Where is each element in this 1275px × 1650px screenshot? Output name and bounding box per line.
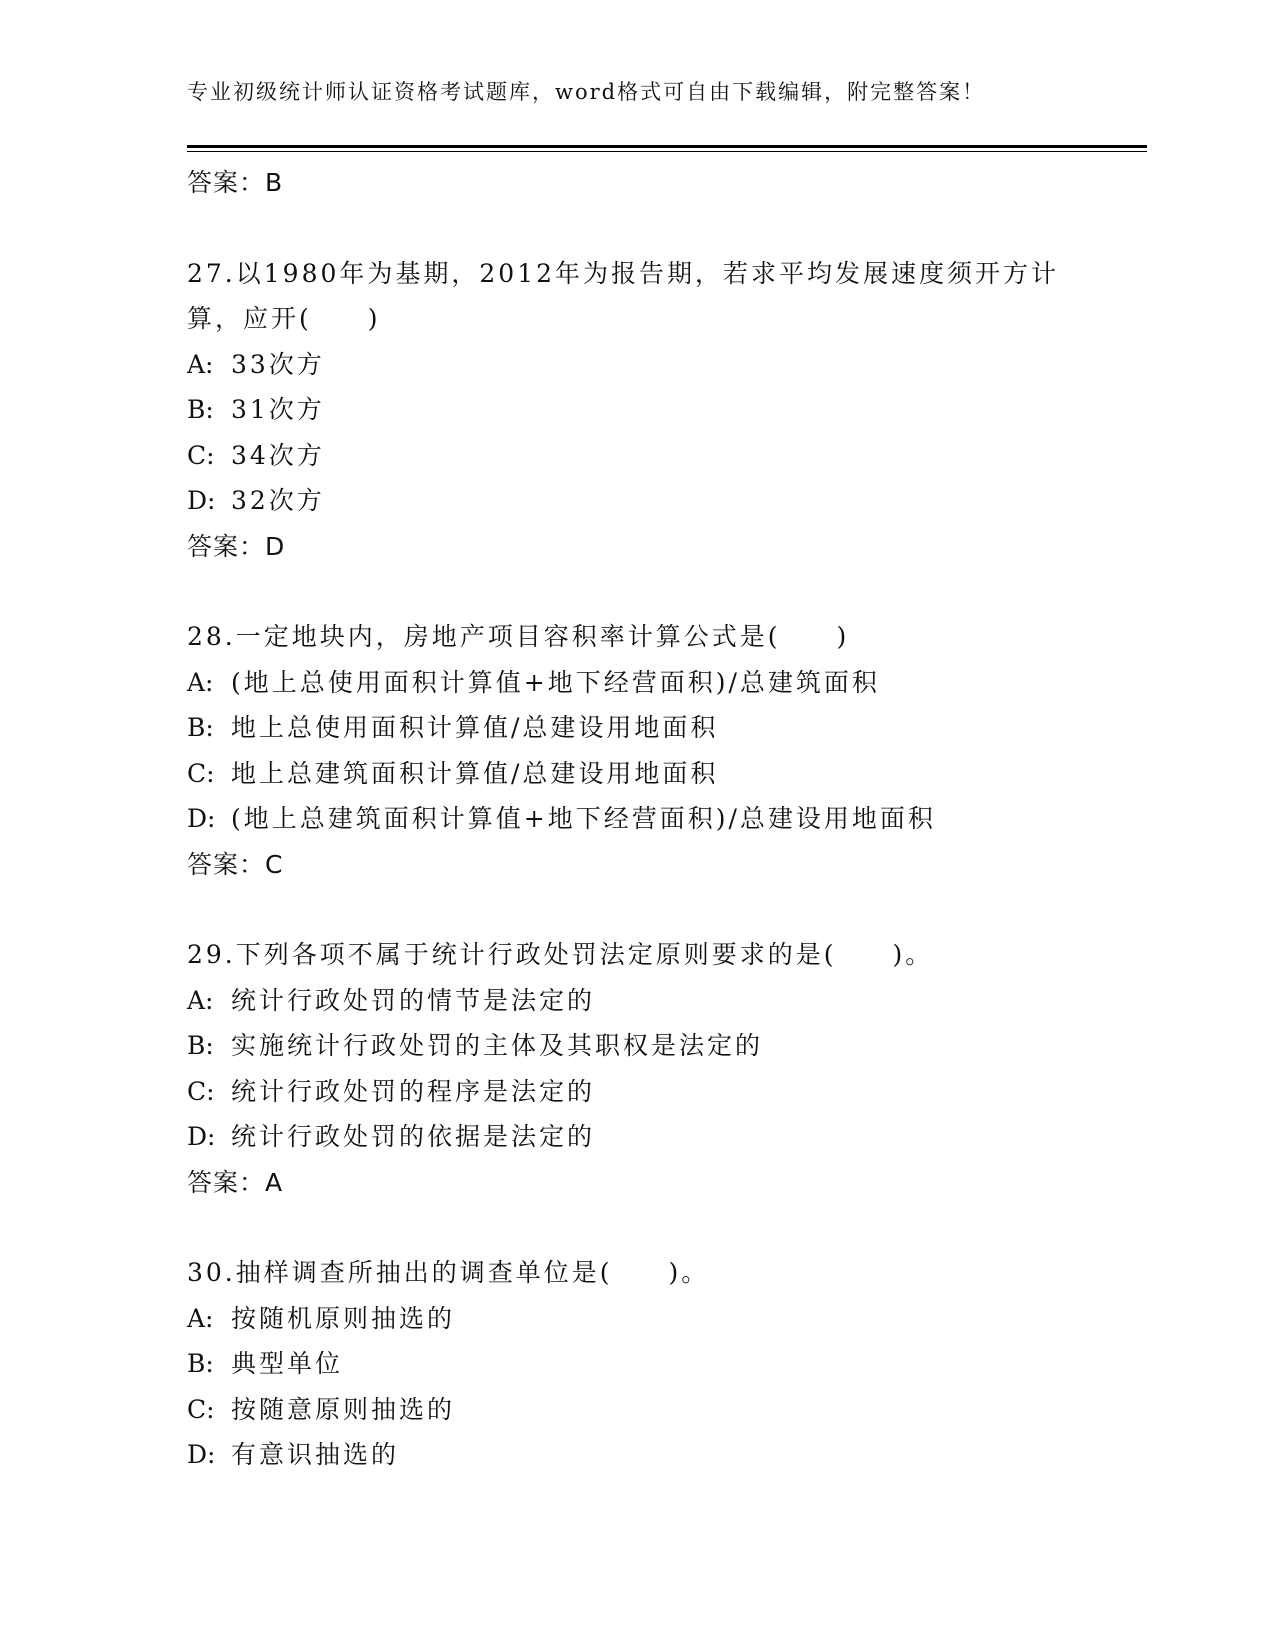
option-a — [187, 1296, 1087, 1342]
spacer — [187, 1205, 1087, 1250]
question-block-28 — [187, 614, 1087, 887]
option-text: 典型单位 — [231, 1349, 344, 1378]
option-text: 统计行政处罚的依据是法定的 — [231, 1122, 596, 1151]
option-label: A: — [187, 985, 214, 1015]
option-text: 实施统计行政处罚的主体及其职权是法定的 — [231, 1031, 764, 1060]
option-label: A: — [187, 1303, 214, 1333]
question-block-29 — [187, 932, 1087, 1205]
option-label: D: — [187, 486, 216, 515]
option-text: 地上总建筑面积计算值/总建设用地面积 — [231, 758, 719, 788]
question-block-30 — [187, 1250, 1087, 1478]
question-block-27 — [187, 251, 1087, 570]
option-a — [187, 978, 1087, 1024]
option-label: B: — [187, 1031, 214, 1060]
option-text: (地上总使用面积计算值+地下经营面积)/总建筑面积 — [231, 667, 880, 697]
answer-line: 答案：A — [187, 1167, 284, 1197]
option-label: B: — [187, 1349, 214, 1378]
header-rule-thin — [187, 151, 1147, 152]
question-text: 27.以1980年为基期，2012年为报告期，若求平均发展速度须开方计 — [187, 258, 1060, 288]
option-b — [187, 1341, 1087, 1387]
question-list — [187, 160, 1087, 1478]
option-label: A: — [187, 667, 214, 697]
header-rule-thick — [187, 145, 1147, 148]
option-a — [187, 342, 1087, 388]
option-b — [187, 705, 1087, 751]
option-d — [187, 1432, 1087, 1478]
option-label: A: — [187, 349, 214, 379]
answer-line: 答案：B — [187, 168, 284, 197]
question-text: 28.一定地块内，房地产项目容积率计算公式是( ) — [187, 622, 850, 651]
option-c — [187, 433, 1087, 479]
spacer — [187, 206, 1087, 251]
option-label: C: — [187, 758, 215, 788]
option-label: B: — [187, 713, 214, 742]
option-label: C: — [187, 1394, 215, 1424]
option-text: 按随机原则抽选的 — [231, 1303, 456, 1333]
option-text: 31次方 — [231, 395, 325, 424]
option-text: 统计行政处罚的程序是法定的 — [231, 1076, 596, 1106]
answer-line: 答案：D — [187, 531, 286, 561]
option-c — [187, 751, 1087, 797]
page-header: 专业初级统计师认证资格考试题库，word格式可自由下载编辑，附完整答案！ — [187, 80, 986, 104]
spacer — [187, 887, 1087, 932]
option-text: 34次方 — [231, 440, 325, 470]
option-text: 地上总使用面积计算值/总建设用地面积 — [231, 713, 719, 742]
option-b — [187, 1023, 1087, 1069]
option-d — [187, 796, 1087, 842]
answer-line: 答案：C — [187, 849, 284, 879]
question-text: 30.抽样调查所抽出的调查单位是( )。 — [187, 1258, 710, 1287]
option-c — [187, 1069, 1087, 1115]
option-c — [187, 1387, 1087, 1433]
option-text: (地上总建筑面积计算值+地下经营面积)/总建设用地面积 — [231, 804, 936, 833]
question-text-continued: 算，应开( ) — [187, 304, 381, 333]
option-label: B: — [187, 395, 214, 424]
option-d — [187, 478, 1087, 524]
option-text: 统计行政处罚的情节是法定的 — [231, 985, 596, 1015]
option-label: D: — [187, 1440, 216, 1469]
option-text: 有意识抽选的 — [231, 1440, 400, 1469]
option-text: 32次方 — [231, 486, 325, 515]
option-label: D: — [187, 1122, 216, 1151]
option-b — [187, 387, 1087, 433]
option-text: 按随意原则抽选的 — [231, 1394, 456, 1424]
option-label: C: — [187, 1076, 215, 1106]
option-a — [187, 660, 1087, 706]
option-label: C: — [187, 440, 215, 470]
option-text: 33次方 — [231, 349, 325, 379]
option-d — [187, 1114, 1087, 1160]
spacer — [187, 569, 1087, 614]
question-text: 29.下列各项不属于统计行政处罚法定原则要求的是( )。 — [187, 940, 934, 969]
option-label: D: — [187, 804, 216, 833]
